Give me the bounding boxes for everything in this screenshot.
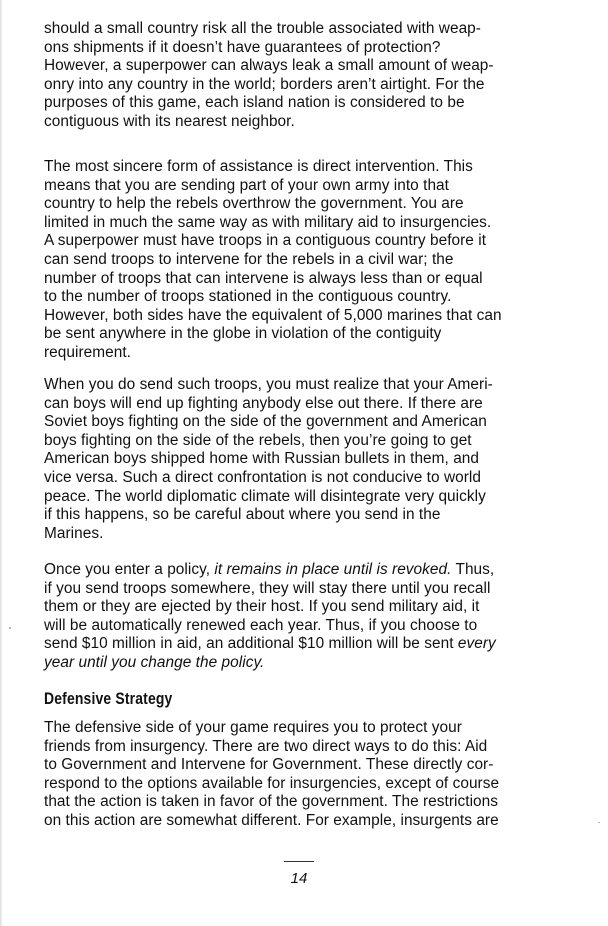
text-line: to the number of troops stationed in the contiguous country. <box>44 288 452 306</box>
text-line: purposes of this game, each island nation is considered to be <box>44 94 465 112</box>
emphasis-text: it remains in place until is revoked. <box>214 561 452 578</box>
text-line: contiguous with its nearest neighbor. <box>44 112 295 130</box>
text-line: requirement. <box>44 343 131 361</box>
page-number-rule <box>284 861 314 862</box>
text-line: respond to the options available for insurgencies, except of course <box>44 774 500 792</box>
text-line: American boys shipped home with Russian bullets in them, and <box>44 450 480 468</box>
text-line: if you send troops somewhere, they will stay there until you recall <box>44 579 491 597</box>
page-edge-shadow <box>0 0 3 926</box>
text-line: The most sincere form of assistance is direct intervention. This <box>44 158 473 175</box>
text-line: However, both sides have the equivalent of 5,000 marines that can <box>44 306 502 324</box>
text-line: send $10 million in aid, an additional $10 million will be sent <box>44 635 458 653</box>
text-line: A superpower must have troops in a contiguous country before it <box>44 232 487 250</box>
text-line: Soviet boys fighting on the side of the government and American <box>44 413 487 431</box>
text-line: country to help the rebels overthrow the government. You are <box>44 195 464 213</box>
text-line: be sent anywhere in the globe in violation of the contiguity <box>44 325 442 343</box>
text-line: can boys will end up fighting anybody else out there. If there are <box>44 394 483 412</box>
paragraph-weapons-shipments <box>44 20 494 132</box>
paragraph-direct-intervention <box>44 158 502 363</box>
text-line: Once you enter a policy, <box>44 561 215 578</box>
text-line: boys fighting on the side of the rebels, then you’re going to get <box>44 431 472 449</box>
section-heading: Defensive Strategy <box>44 689 173 708</box>
text-line: When you do send such troops, you must realize that your Ameri- <box>44 376 493 393</box>
paragraph-policy-persistence <box>44 561 496 673</box>
text-line: if this happens, so be careful about where you send in the <box>44 506 441 524</box>
text-line: them or they are ejected by their host. If you send military aid, it <box>44 598 480 616</box>
paragraph-direct-confrontation <box>44 376 493 543</box>
text-line: The defensive side of your game requires you to protect your <box>44 719 462 736</box>
text-line: number of troops that can intervene is always less than or equal <box>44 269 483 287</box>
text-line: peace. The world diplomatic climate will disintegrate very quickly <box>44 487 486 505</box>
emphasis-text: every <box>457 635 496 653</box>
text-line: to Government and Intervene for Government. These directly cor- <box>44 756 494 774</box>
text-line: should a small country risk all the trouble associated with weap- <box>44 20 481 37</box>
scan-speck <box>9 627 11 629</box>
text-line: However, a superpower can always leak a small amount of weap- <box>44 57 494 75</box>
text-line: means that you are sending part of your own army into that <box>44 176 449 194</box>
paragraph-defensive-strategy <box>44 719 499 831</box>
emphasis-text: year until you change the policy. <box>44 653 265 671</box>
text-line: ons shipments if it doesn’t have guarantees of protection? <box>44 38 441 56</box>
text-line: friends from insurgency. There are two direct ways to do this: Aid <box>44 737 488 755</box>
text-line: onry into any country in the world; borders aren’t airtight. For the <box>44 75 485 93</box>
text-line: Marines. <box>44 524 104 542</box>
text-line: that the action is taken in favor of the government. The restrictions <box>44 793 499 811</box>
text-line: can send troops to intervene for the rebels in a civil war; the <box>44 250 454 268</box>
text-line: vice versa. Such a direct confrontation is not conducive to world <box>44 468 481 486</box>
page-number: 14 <box>290 870 308 887</box>
text-line: will be automatically renewed each year. Thus, if you choose to <box>44 616 478 634</box>
text-line: on this action are somewhat different. For example, insurgents are <box>44 811 499 829</box>
scan-speck <box>598 822 600 823</box>
text-line: Thus, <box>451 561 495 578</box>
text-line: limited in much the same way as with military aid to insurgencies. <box>44 213 492 231</box>
